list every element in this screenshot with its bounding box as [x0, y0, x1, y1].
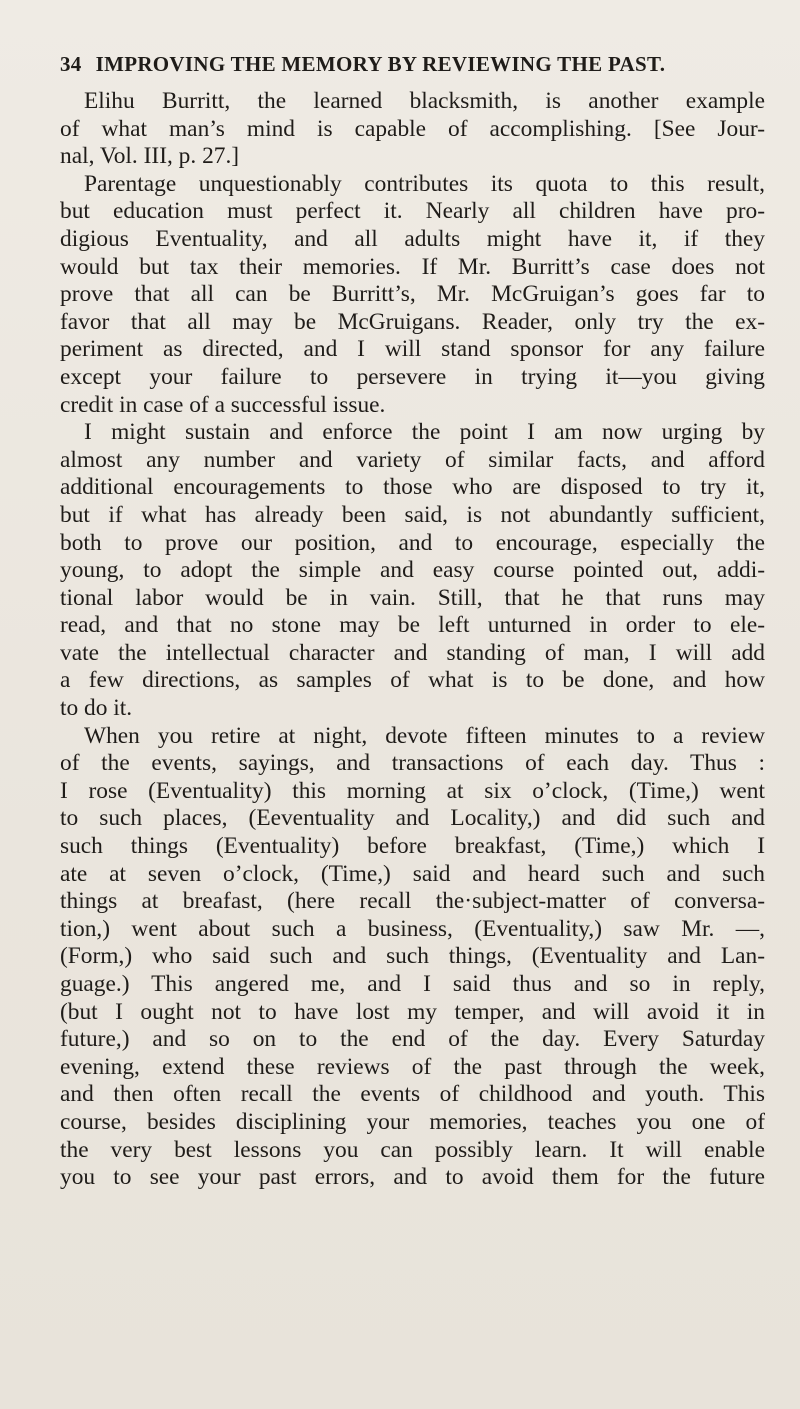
text-line: digious Eventuality, and all adults might have it, if they [60, 225, 765, 252]
text-line: Elihu Burritt, the learned blacksmith, is another example [84, 88, 765, 114]
text-line: of what man’s mind is capable of accomplishing. [See Jour- [60, 115, 765, 142]
text-line: When you retire at night, devote fifteen minutes to a review [84, 722, 765, 749]
paragraph-2 [60, 171, 765, 419]
text-line: course, besides disciplining your memories, teaches you one of [60, 1108, 765, 1135]
text-line: periment as directed, and I will stand sponsor for any failure [60, 336, 765, 363]
text-line: a few directions, as samples of what is to be done, and how [60, 667, 765, 694]
text-line: (but I ought not to have lost my temper, and will avoid it in [60, 998, 765, 1025]
text-line: of the events, sayings, and transactions of each day. Thus : [60, 750, 765, 777]
text-line: things at breafast, (here recall the·subject-matter of conversa- [60, 888, 765, 915]
text-line: read, and that no stone may be left unturned in order to ele- [60, 612, 765, 639]
text-line: to do it. [60, 695, 133, 722]
text-line: you to see your past errors, and to avoid them for the future [60, 1164, 765, 1191]
text-line: tional labor would be in vain. Still, that he that runs may [60, 584, 765, 611]
text-line: ate at seven o’clock, (Time,) said and heard such and such [60, 860, 765, 887]
text-line: Parentage unquestionably contributes its quota to this result, [84, 170, 765, 197]
text-line: to such places, (Eeventuality and Locality,) and did such and [60, 805, 765, 832]
text-line: (Form,) who said such and such things, (Eventuality and Lan- [60, 943, 765, 970]
text-line: I might sustain and enforce the point I am now urging by [84, 419, 765, 446]
text-line: nal, Vol. III, p. 27.] [60, 143, 240, 170]
text-line: future,) and so on to the end of the day. Every Saturday [60, 1026, 765, 1053]
text-line: additional encouragements to those who are disposed to try it, [60, 474, 765, 501]
text-line: and then often recall the events of childhood and youth. This [60, 1081, 765, 1108]
paragraph-1 [60, 88, 765, 171]
text-line: credit in case of a successful issue. [60, 391, 386, 418]
text-line: but education must perfect it. Nearly all children have pro- [60, 198, 765, 225]
text-line: vate the intellectual character and standing of man, I will add [60, 639, 765, 666]
text-line: the very best lessons you can possibly learn. It will enable [60, 1136, 765, 1163]
paragraph-3 [60, 419, 765, 723]
page-number: 34 [60, 52, 82, 76]
text-line: except your failure to persevere in trying it—you giving [60, 363, 765, 390]
running-header [60, 52, 760, 77]
text-line: would but tax their memories. If Mr. Burritt’s case does not [60, 253, 765, 280]
body-text [60, 88, 765, 1192]
running-title: IMPROVING THE MEMORY BY REVIEWING THE PAST. [95, 52, 666, 76]
text-line: young, to adopt the simple and easy course pointed out, addi- [60, 557, 765, 584]
text-line: tion,) went about such a business, (Eventuality,) saw Mr. —, [60, 915, 765, 942]
text-line: both to prove our position, and to encourage, especially the [60, 529, 765, 556]
text-line: favor that all may be McGruigans. Reader, only try the ex- [60, 308, 765, 335]
text-line: guage.) This angered me, and I said thus and so in reply, [60, 971, 765, 997]
paragraph-4 [60, 723, 765, 1192]
text-line: evening, extend these reviews of the past through the week, [60, 1053, 765, 1080]
text-line: I rose (Eventuality) this morning at six o’clock, (Time,) went [60, 777, 765, 804]
text-line: such things (Eventuality) before breakfast, (Time,) which I [60, 833, 765, 860]
text-line: but if what has already been said, is not abundantly sufficient, [60, 501, 765, 528]
text-line: prove that all can be Burritt’s, Mr. McGruigan’s goes far to [60, 281, 765, 308]
text-line: almost any number and variety of similar facts, and afford [60, 446, 765, 473]
